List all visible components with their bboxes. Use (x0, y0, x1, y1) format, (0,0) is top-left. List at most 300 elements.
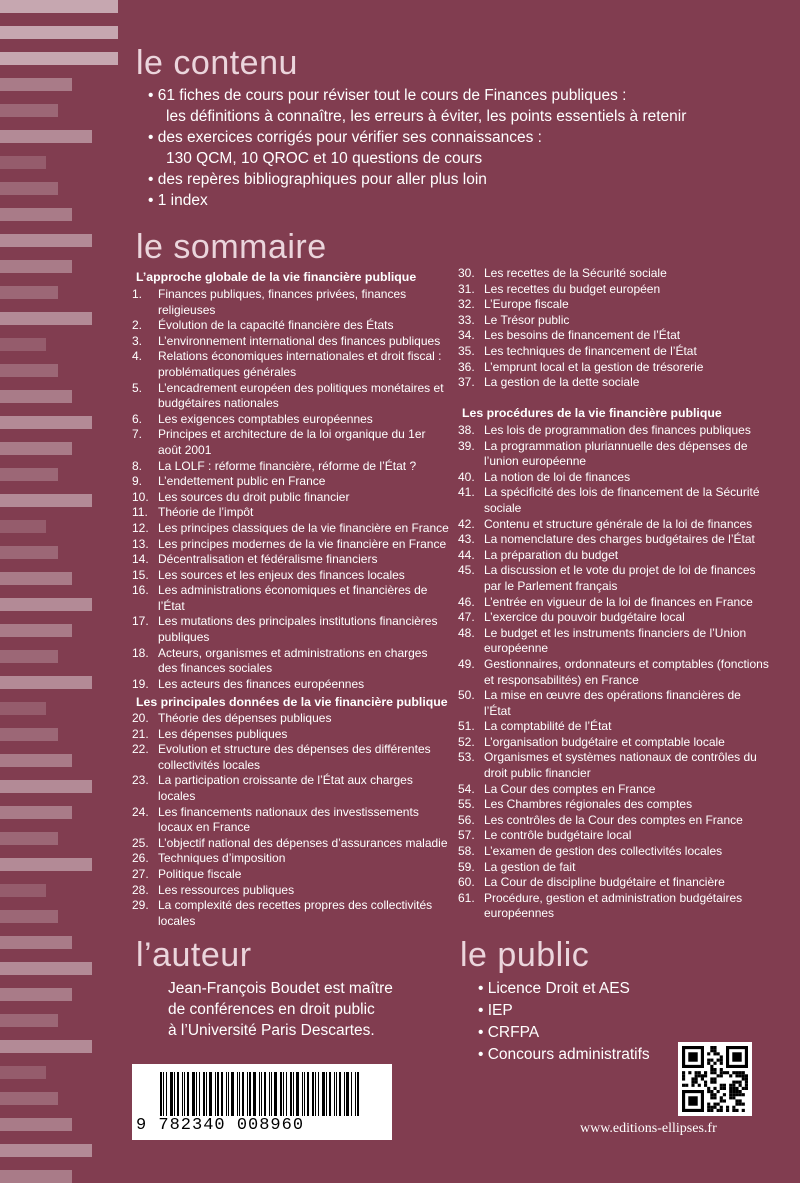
barcode-bar (170, 1072, 173, 1116)
toc-item (458, 828, 770, 844)
qr-module (729, 1084, 732, 1087)
toc-item-number: 12. (132, 520, 149, 535)
decorative-stripes (0, 0, 118, 1181)
toc-item-number: 37. (458, 375, 475, 390)
toc-item-title: Le Trésor public (484, 312, 570, 327)
qr-module (695, 1077, 698, 1080)
barcode-bar (160, 1072, 162, 1116)
qr-module (688, 1096, 697, 1105)
toc-item (132, 287, 450, 318)
qr-module (732, 1081, 735, 1084)
toc-item (458, 423, 770, 439)
toc-item (458, 891, 770, 922)
qr-module (742, 1071, 745, 1074)
author-line: à l’Université Paris Descartes. (168, 1022, 375, 1039)
barcode-bar (355, 1072, 356, 1116)
qr-module (685, 1084, 688, 1087)
barcode-bar (283, 1072, 284, 1116)
toc-item-number: 60. (458, 875, 475, 890)
toc-item-title: Gestionnaires, ordonnateurs et comptables (fonctions et responsabilités) en France (484, 656, 769, 687)
toc-item (458, 657, 770, 688)
barcode-bar (221, 1072, 223, 1116)
barcode-bar (249, 1072, 251, 1116)
toc-item-title: Les ressources publiques (158, 882, 295, 897)
toc-item-number: 45. (458, 563, 475, 578)
qr-module (710, 1093, 713, 1096)
barcode-bar (163, 1072, 164, 1116)
toc-item (132, 851, 450, 867)
toc-item-title: Les principes modernes de la vie financière en France (158, 536, 447, 551)
public-item: • IEP (478, 1002, 513, 1019)
qr-module (720, 1068, 723, 1071)
decorative-stripe (0, 208, 72, 221)
barcode-bar (261, 1072, 262, 1116)
toc-item (132, 334, 450, 350)
toc-item-number: 2. (132, 318, 143, 333)
qr-module (710, 1071, 713, 1074)
decorative-stripe (0, 1170, 72, 1183)
barcode-bar (357, 1072, 359, 1116)
toc-item-number: 5. (132, 380, 143, 395)
barcode-bar (209, 1072, 212, 1116)
qr-module (742, 1109, 745, 1112)
toc-item-title: Décentralisation et fédéralisme financiers (158, 552, 378, 567)
qr-module (717, 1059, 720, 1062)
toc-item-title: Les exigences comptables européennes (158, 411, 373, 426)
barcode-bar (187, 1072, 189, 1116)
toc-item-title: La gestion de la dette sociale (484, 375, 640, 390)
qr-module (707, 1103, 710, 1106)
toc-item-title: La participation croissante de l’État aux charges locales (158, 773, 413, 803)
toc-item-title: Les besoins de financement de l’État (484, 328, 681, 343)
decorative-stripe (0, 1092, 58, 1105)
decorative-stripe (0, 624, 72, 637)
toc-item-number: 8. (132, 458, 143, 473)
qr-module (713, 1106, 716, 1109)
toc-item-number: 58. (458, 844, 475, 859)
barcode-bar (326, 1072, 327, 1116)
decorative-stripe (0, 676, 92, 689)
contenu-bullet-continuation: les définitions à connaître, les erreurs à éviter, les points essentiels à retenir (166, 108, 687, 125)
qr-module (745, 1087, 748, 1090)
qr-module (723, 1084, 726, 1087)
toc-item-title: Les principes classiques de la vie financière en France (158, 520, 449, 535)
toc-item (458, 595, 770, 611)
toc-item-number: 39. (458, 438, 475, 453)
toc-item-title: La LOLF : réforme financière, réforme de l’État ? (158, 458, 417, 473)
decorative-stripe (0, 598, 92, 611)
toc-item-title: Les financements nationaux des investissements locaux en France (158, 804, 419, 835)
qr-module (707, 1106, 710, 1109)
decorative-stripe (0, 858, 92, 871)
decorative-stripe (0, 520, 46, 533)
toc-item-number: 33. (458, 312, 475, 327)
qr-module (717, 1052, 720, 1055)
barcode-bar (269, 1072, 270, 1116)
toc-item (132, 836, 450, 852)
barcode-bar (339, 1072, 341, 1116)
barcode-bar (199, 1072, 200, 1116)
decorative-stripe (0, 832, 58, 845)
toc-item (132, 412, 450, 428)
qr-module (732, 1096, 735, 1099)
toc-item-title: Les Chambres régionales des comptes (484, 797, 693, 812)
toc-item-number: 43. (458, 532, 475, 547)
decorative-stripe (0, 546, 58, 559)
barcode-bar (312, 1072, 314, 1116)
barcode-bar (322, 1072, 325, 1116)
decorative-stripe (0, 312, 92, 325)
toc-item-title: Évolution de la capacité financière des États (158, 318, 394, 333)
qr-module (717, 1074, 720, 1077)
toc-item-number: 57. (458, 828, 475, 843)
qr-module (710, 1046, 713, 1049)
toc-item-title: La Cour de discipline budgétaire et financière (484, 875, 725, 890)
toc-item (458, 563, 770, 594)
toc-item-title: Les sources du droit public financier (158, 489, 350, 504)
barcode-bar (239, 1072, 240, 1116)
barcode-bar (217, 1072, 219, 1116)
qr-module (723, 1087, 726, 1090)
decorative-stripe (0, 286, 58, 299)
decorative-stripe (0, 936, 72, 949)
qr-module (710, 1049, 713, 1052)
public-item: • Concours administratifs (478, 1046, 650, 1063)
qr-module (732, 1084, 735, 1087)
toc-item-title: L’organisation budgétaire et comptable locale (484, 734, 725, 749)
toc-item-title: La notion de loi de finances (484, 469, 631, 484)
qr-module (745, 1077, 748, 1080)
qr-module (710, 1096, 713, 1099)
toc-item-title: La discussion et le vote du projet de loi de finances par le Parlement français (484, 563, 756, 593)
qr-module (713, 1071, 716, 1074)
toc-item-number: 24. (132, 804, 149, 819)
qr-module (723, 1093, 726, 1096)
contenu-bullet: • des repères bibliographiques pour aller plus loin (148, 171, 487, 188)
toc-item-number: 3. (132, 333, 143, 348)
toc-item-number: 17. (132, 614, 149, 629)
qr-module (739, 1099, 742, 1102)
qr-module (691, 1081, 694, 1084)
toc-item-title: Les acteurs des finances européennes (158, 676, 365, 691)
toc-item-title: Organismes et systèmes nationaux de contrôles du droit public financier (484, 750, 757, 781)
qr-module (713, 1068, 716, 1071)
qr-module (707, 1090, 710, 1093)
toc-item (458, 797, 770, 813)
toc-item-number: 59. (458, 859, 475, 874)
qr-module (713, 1103, 716, 1106)
qr-module (735, 1090, 738, 1093)
barcode-bar (203, 1072, 205, 1116)
decorative-stripe (0, 78, 72, 91)
decorative-stripe (0, 754, 72, 767)
barcode-bar (228, 1072, 229, 1116)
toc-item-number: 51. (458, 719, 475, 734)
barcode-bar (174, 1072, 175, 1116)
toc-item (458, 282, 770, 298)
toc-item-number: 10. (132, 489, 149, 504)
qr-module (742, 1093, 745, 1096)
barcode-bar (318, 1072, 319, 1116)
qr-module (739, 1081, 742, 1084)
toc-item-number: 42. (458, 516, 475, 531)
toc-item (132, 898, 450, 929)
toc-item (458, 610, 770, 626)
decorative-stripe (0, 338, 46, 351)
qr-module (726, 1071, 729, 1074)
decorative-stripe (0, 130, 92, 143)
toc-item (458, 813, 770, 829)
decorative-stripe (0, 910, 58, 923)
barcode-bar (304, 1072, 305, 1116)
barcode-bar (296, 1072, 299, 1116)
contenu-bullet: • 1 index (148, 192, 208, 209)
decorative-stripe (0, 52, 118, 65)
toc-item (132, 867, 450, 883)
barcode-bar (329, 1072, 331, 1116)
qr-module (732, 1087, 735, 1090)
toc-item (132, 727, 450, 743)
barcode-bar (334, 1072, 335, 1116)
decorative-stripe (0, 494, 92, 507)
qr-module (713, 1062, 716, 1065)
heading-contenu: le contenu (136, 44, 298, 82)
toc-item-number: 6. (132, 411, 143, 426)
barcode-bar (290, 1072, 292, 1116)
toc-item (132, 614, 450, 645)
toc-item-number: 9. (132, 474, 143, 489)
decorative-stripe (0, 884, 46, 897)
toc-item-title: Théorie de l’impôt (158, 505, 254, 520)
toc-item-number: 26. (132, 851, 149, 866)
toc-item-title: La spécificité des lois de financement de la Sécurité sociale (484, 485, 760, 515)
decorative-stripe (0, 104, 58, 117)
barcode-bar (293, 1072, 294, 1116)
barcode-bar (192, 1072, 195, 1116)
barcode-bar (231, 1072, 234, 1116)
toc-item-title: La complexité des recettes propres des collectivités locales (158, 898, 433, 928)
qr-module (742, 1074, 745, 1077)
toc-item (458, 735, 770, 751)
qr-module (682, 1084, 685, 1087)
toc-item-title: Relations économiques internationales et droit fiscal : problématiques générales (158, 349, 442, 379)
toc-item (458, 875, 770, 891)
qr-module (717, 1090, 720, 1093)
barcode-bar (177, 1072, 179, 1116)
toc-item (132, 568, 450, 584)
toc-item (132, 349, 450, 380)
qr-module (698, 1071, 701, 1074)
qr-module (713, 1052, 716, 1055)
qr-module (726, 1106, 729, 1109)
toc-item (132, 459, 450, 475)
decorative-stripe (0, 728, 58, 741)
barcode-bar (302, 1072, 303, 1116)
decorative-stripe (0, 390, 72, 403)
barcode-bar (182, 1072, 183, 1116)
qr-module (698, 1084, 701, 1087)
heading-sommaire: le sommaire (136, 228, 327, 266)
decorative-stripe (0, 1014, 58, 1027)
barcode-bar (206, 1072, 207, 1116)
toc-item (458, 485, 770, 516)
toc-item-title: Contenu et structure générale de la loi de finances (484, 516, 753, 531)
toc-item (458, 860, 770, 876)
toc-item (132, 490, 450, 506)
toc-item (458, 439, 770, 470)
qr-module (707, 1109, 710, 1112)
contenu-list (148, 85, 788, 211)
toc-item-number: 19. (132, 676, 149, 691)
toc-item-number: 38. (458, 423, 475, 437)
toc-item (458, 313, 770, 329)
qr-module (745, 1074, 748, 1077)
toc-list (458, 266, 770, 391)
decorative-stripe (0, 988, 72, 1001)
toc-item-title: La préparation du budget (484, 547, 619, 562)
decorative-stripe (0, 442, 72, 455)
toc-item-title: Procédure, gestion et administration budgétaires européennes (484, 890, 743, 921)
toc-item-number: 32. (458, 297, 475, 312)
barcode-bar (237, 1072, 238, 1116)
toc-item-title: Finances publiques, finances privées, finances religieuses (158, 287, 407, 317)
toc-item (132, 805, 450, 836)
qr-module (732, 1071, 735, 1074)
qr-module (710, 1065, 713, 1068)
toc-item-number: 54. (458, 781, 475, 796)
toc-item-number: 15. (132, 567, 149, 582)
decorative-stripe (0, 1066, 46, 1079)
toc-item (132, 646, 450, 677)
toc-item-number: 4. (132, 349, 143, 364)
toc-item-title: La mise en œuvre des opérations financières de l’État (484, 688, 741, 718)
qr-module (726, 1109, 729, 1112)
toc-item (132, 711, 450, 727)
toc-item (458, 470, 770, 486)
toc-item (132, 742, 450, 773)
qr-module (710, 1077, 713, 1080)
barcode-bar (184, 1072, 185, 1116)
toc-item-number: 13. (132, 536, 149, 551)
toc-item (458, 297, 770, 313)
contenu-bullet: • 61 fiches de cours pour réviser tout le cours de Finances publiques : (148, 87, 627, 104)
toc-item-title: Les lois de programmation des finances publiques (484, 423, 751, 437)
toc-item (458, 360, 770, 376)
toc-item-title: Les dépenses publiques (158, 726, 288, 741)
decorative-stripe (0, 702, 46, 715)
decorative-stripe (0, 364, 58, 377)
toc-item (132, 552, 450, 568)
decorative-stripe (0, 650, 58, 663)
barcode-bar (286, 1072, 287, 1116)
toc-item (132, 883, 450, 899)
toc-item-title: L’examen de gestion des collectivités locales (484, 844, 723, 859)
qr-module (745, 1081, 748, 1084)
toc-item-number: 53. (458, 750, 475, 765)
toc-item-number: 30. (458, 266, 475, 280)
decorative-stripe (0, 1144, 92, 1157)
toc-item-title: Théorie des dépenses publiques (158, 711, 332, 725)
toc-item-number: 23. (132, 773, 149, 788)
toc-list (458, 423, 770, 922)
toc-item (458, 750, 770, 781)
qr-module (735, 1074, 738, 1077)
decorative-stripe (0, 780, 92, 793)
toc-item-title: Les contrôles de la Cour des comptes en France (484, 812, 743, 827)
barcode-bar (259, 1072, 260, 1116)
decorative-stripe (0, 1040, 92, 1053)
toc-item (132, 318, 450, 334)
qr-module (720, 1109, 723, 1112)
qr-module (710, 1106, 713, 1109)
qr-module (695, 1074, 698, 1077)
toc-item (458, 719, 770, 735)
toc-item (132, 521, 450, 537)
section-title: Les principales données de la vie financière publique (136, 695, 448, 709)
barcode-bar (253, 1072, 256, 1116)
toc-item-number: 20. (132, 711, 149, 725)
toc-item (458, 782, 770, 798)
toc-item-title: Les recettes de la Sécurité sociale (484, 266, 667, 280)
toc-item-number: 31. (458, 281, 475, 296)
decorative-stripe (0, 234, 92, 247)
toc-item (458, 344, 770, 360)
toc-item-number: 48. (458, 625, 475, 640)
barcode-bar (264, 1072, 266, 1116)
qr-module (720, 1096, 723, 1099)
decorative-stripe (0, 806, 72, 819)
toc-item (132, 427, 450, 458)
qr-module (732, 1093, 735, 1096)
qr-module (710, 1059, 713, 1062)
qr-module (735, 1099, 738, 1102)
toc-item (458, 532, 770, 548)
toc-item (458, 375, 770, 391)
qr-module (704, 1084, 707, 1087)
qr-module (710, 1090, 713, 1093)
website-link[interactable]: www.editions-ellipses.fr (580, 1121, 717, 1136)
toc-item-title: L’Europe fiscale (484, 297, 569, 312)
toc-item-title: La Cour des comptes en France (484, 781, 656, 796)
toc-item-title: L’emprunt local et la gestion de trésorerie (484, 359, 704, 374)
qr-module (707, 1062, 710, 1065)
qr-module (704, 1081, 707, 1084)
qr-module (735, 1087, 738, 1090)
decorative-stripe (0, 0, 118, 13)
qr-module (707, 1059, 710, 1062)
decorative-stripe (0, 468, 58, 481)
toc-item-title: L’exercice du pouvoir budgétaire local (484, 610, 685, 625)
toc-item-number: 56. (458, 812, 475, 827)
toc-item-number: 46. (458, 594, 475, 609)
barcode-bar (280, 1072, 282, 1116)
decorative-stripe (0, 572, 72, 585)
toc-item-number: 27. (132, 866, 149, 881)
toc-item-title: Acteurs, organismes et administrations en charges des finances sociales (158, 645, 428, 676)
qr-module (739, 1084, 742, 1087)
decorative-stripe (0, 260, 72, 273)
toc-item (458, 844, 770, 860)
toc-item-number: 35. (458, 343, 475, 358)
barcode-bar (226, 1072, 227, 1116)
qr-module (713, 1087, 716, 1090)
qr-module (739, 1071, 742, 1074)
toc-item-title: Techniques d’imposition (158, 851, 286, 866)
qr-module (707, 1052, 710, 1055)
toc-item (458, 328, 770, 344)
barcode-bar (271, 1072, 272, 1116)
heading-public: le public (460, 936, 590, 974)
